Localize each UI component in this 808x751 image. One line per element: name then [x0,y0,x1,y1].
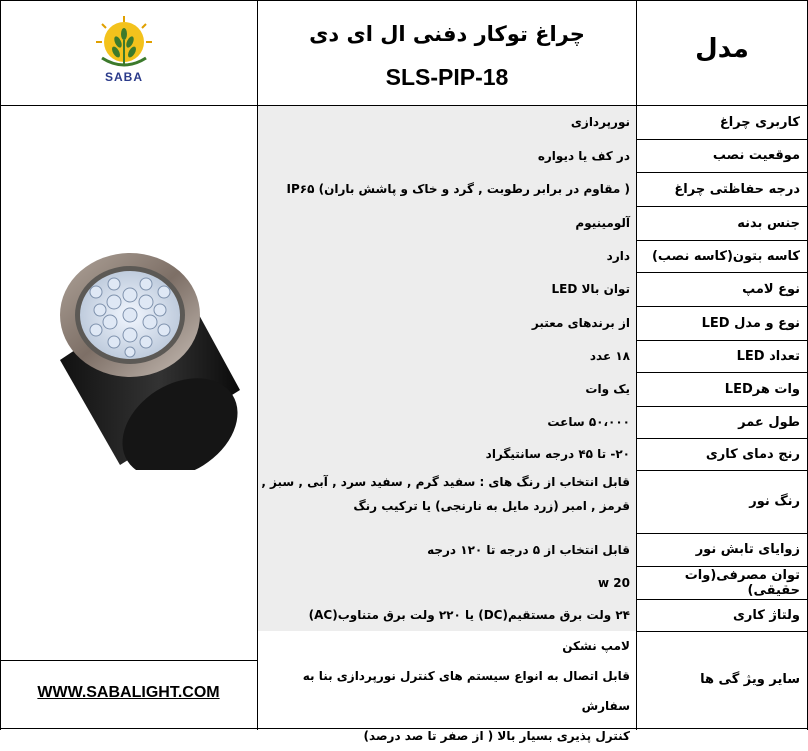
spec-value-line: در کف یا دیواره [537,148,630,163]
spec-label: کاربری چراغ [719,114,800,130]
product-title: چراغ توکار دفنی ال ای دی [309,22,585,46]
website-link[interactable]: WWW.SABALIGHT.COM [37,684,220,701]
model-code: SLS-PIP-18 [385,64,509,90]
spec-label: درجه حفاظتی چراغ [674,181,800,197]
spec-row [258,272,808,306]
spec-value [258,438,636,470]
spec-value [258,566,636,599]
spec-label: زوایای تابش نور [695,542,800,557]
spec-value-line: 20 w [598,575,630,590]
spec-label: کاسه بتون(کاسه نصب) [651,248,800,264]
spec-label: سایر ویژ گی ها [700,672,800,687]
spec-label: رنگ نور [749,494,800,509]
model-label: مدل [695,34,749,64]
spec-label: رنج دمای کاری [705,446,800,462]
spec-label: نوع و مدل LED [701,315,800,331]
spec-value [258,533,636,566]
spec-row [258,406,808,438]
spec-value [258,306,636,340]
spec-row [258,372,808,406]
spec-label: توان مصرفی(وات حقیقی) [684,567,800,598]
spec-value-line: ( مقاوم در برابر رطوبت , گرد و خاک و پاشش باران) IP۶۵ [286,182,630,196]
spec-row [258,599,808,631]
spec-value [258,406,636,438]
spec-row [258,470,808,533]
spec-value [258,372,636,406]
spec-value-line: دارد [606,249,630,263]
spec-row [258,240,808,272]
spec-label: نوع لامپ [742,281,800,297]
spec-value-line: آلومینیوم [575,216,630,230]
spec-row [258,139,808,172]
spec-value-line: قرمز , امبر (زرد مایل به نارنجی) یا ترکیب رنگ [353,499,630,513]
inground-led-uplight-image [30,240,245,470]
spec-value [258,105,636,139]
spec-value-line: یک وات [585,382,630,396]
logo-text: SABA [104,70,143,84]
spec-label: موقعیت نصب [712,148,800,163]
spec-value [258,206,636,240]
spec-value-line: ۲۰- تا ۴۵ درجه سانتیگراد [485,447,630,461]
spec-value [258,240,636,272]
spec-value-line: قابل اتصال به انواع سیستم های کنترل نورپردازی بنا به سفارش [302,669,630,713]
spec-value [258,631,636,743]
spec-value [258,272,636,306]
spec-value-line: ۱۸ عدد [589,349,630,363]
spec-label: تعداد LED [736,348,800,364]
spec-value [258,470,636,533]
spec-value-line: ۵۰،۰۰۰ ساعت [547,415,630,429]
spec-value-line: از برندهای معتبر [531,316,630,330]
spec-value [258,172,636,206]
spec-value [258,340,636,372]
spec-row [258,306,808,340]
spec-row [258,533,808,566]
spec-row [258,631,808,743]
spec-value [258,599,636,631]
spec-label: طول عمر [738,414,800,430]
spec-row [258,105,808,139]
spec-value-line: قابل انتخاب از ۵ درجه تا ۱۲۰ درجه [427,542,630,557]
spec-value-line: ۲۴ ولت برق مستقیم(DC) یا ۲۲۰ ولت برق متناوب(AC) [308,608,630,622]
spec-value-line: لامپ نشکن [562,639,630,653]
spec-row [258,206,808,240]
spec-value-line: قابل انتخاب از رنگ های : سفید گرم , سفید سرد , آبی , سبز , [261,475,630,489]
spec-value-line: توان بالا LED [551,282,630,296]
spec-value-line: کنترل پذیری بسیار بالا ( از صفر تا صد درصد) [363,729,630,743]
spec-label: وات هرLED [724,381,800,397]
spec-row [258,438,808,470]
spec-value-line: نورپردازی [570,115,630,129]
spec-row [258,566,808,599]
spec-label: ولتاژ کاری [733,607,800,623]
spec-row [258,172,808,206]
spec-label: جنس بدنه [737,215,800,231]
spec-row [258,340,808,372]
spec-value [258,139,636,172]
